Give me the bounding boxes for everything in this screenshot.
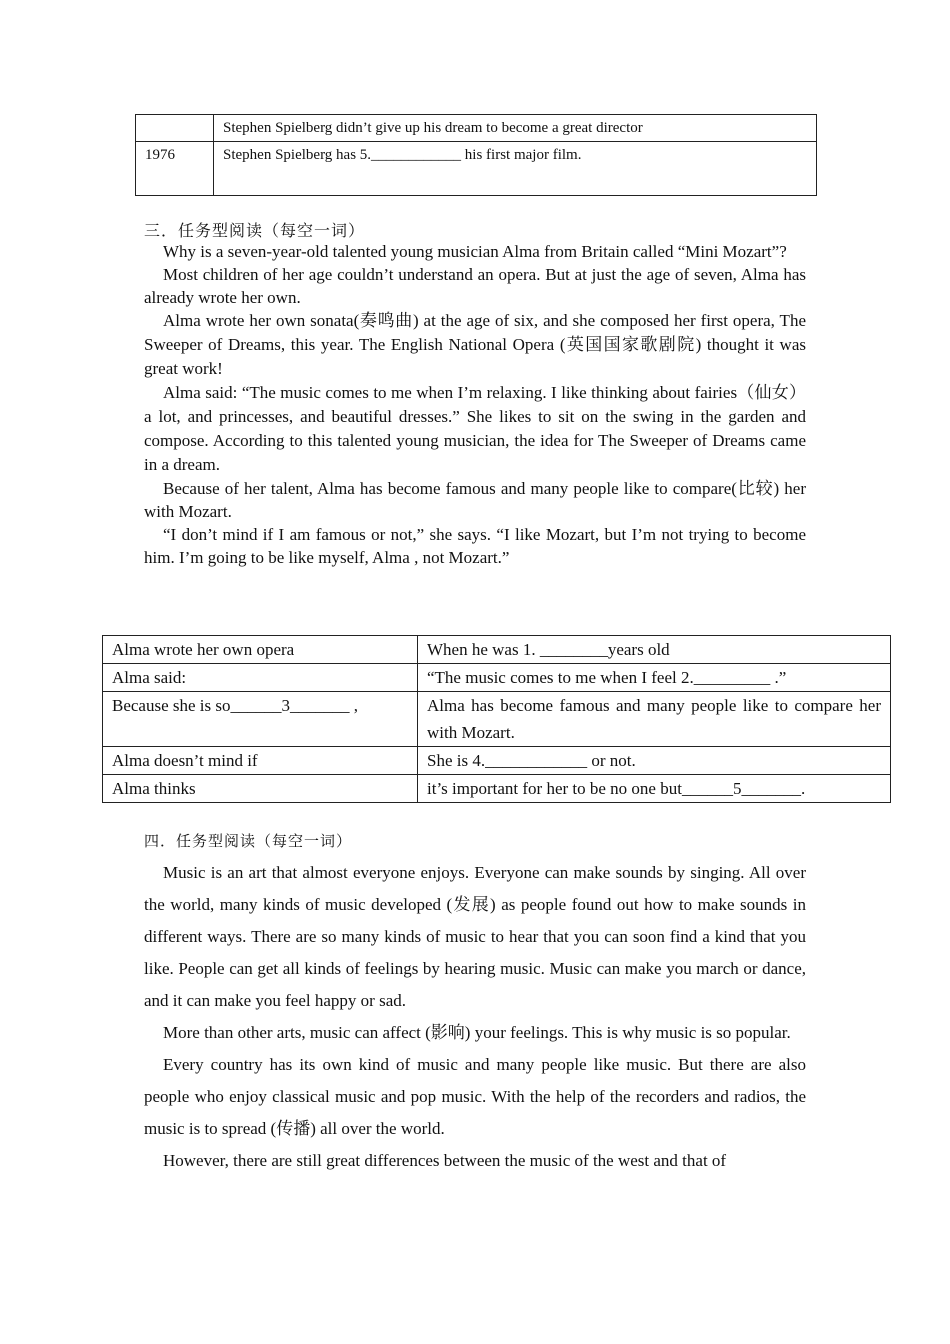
table-row xyxy=(103,664,891,692)
paragraph: “I don’t mind if I am famous or not,” she says. “I like Mozart, but I’m not trying to become him. I’m going to be like myself, Alma , not Mozart.” xyxy=(144,525,806,567)
paragraph: Alma said: “The music comes to me when I’m relaxing. I like thinking about fairies（仙女） a lot, and princesses, and beautiful dresses.” She likes to sit on the swing in the garden and compose. According to this talented young musician, the idea for The Sweeper of Dreams came in a dream. xyxy=(144,383,806,474)
year-cell xyxy=(136,115,214,142)
event-cell: Stephen Spielberg has 5.____________ his first major film. xyxy=(214,142,817,196)
paragraph: Alma wrote her own sonata(奏鸣曲) at the age of six, and she composed her first opera, The Sweeper of Dreams, this year. The English National Opera (英国国家歌剧院) thought it was great work! xyxy=(144,311,806,378)
paragraph: Every country has its own kind of music and many people like music. But there are also people who enjoy classical music and pop music. With the help of the recorders and radios, the music is to spread (传播) all over the world. xyxy=(144,1055,806,1138)
section3-heading: 三．任务型阅读（每空一词） xyxy=(144,223,366,240)
left-cell: Alma said: xyxy=(103,664,418,692)
paragraph: However, there are still great differences between the music of the west and that of xyxy=(163,1151,727,1170)
spielberg-table xyxy=(135,114,817,196)
paragraph: Most children of her age couldn’t understand an opera. But at just the age of seven, Alma has already wrote her own. xyxy=(144,265,806,307)
paragraph: More than other arts, music can affect (影响) your feelings. This is why music is so popular. xyxy=(163,1023,791,1042)
right-cell: Alma has become famous and many people like to compare her with Mozart. xyxy=(418,692,891,747)
table-row xyxy=(103,747,891,775)
table-row xyxy=(136,142,817,196)
right-cell: “The music comes to me when I feel 2._________ .” xyxy=(418,664,891,692)
paragraph: Because of her talent, Alma has become famous and many people like to compare(比较) her with Mozart. xyxy=(144,479,806,521)
right-cell: When he was 1. ________years old xyxy=(418,636,891,664)
year-cell: 1976 xyxy=(136,142,214,196)
left-cell: Alma wrote her own opera xyxy=(103,636,418,664)
right-cell: it’s important for her to be no one but______5_______. xyxy=(418,775,891,803)
table-row xyxy=(103,636,891,664)
alma-table xyxy=(102,635,891,803)
table-row xyxy=(136,115,817,142)
paragraph: Music is an art that almost everyone enjoys. Everyone can make sounds by singing. All over the world, many kinds of music developed (发展) as people found out how to make sounds in different ways. There are so many kinds of music to hear that you can soon find a kind that you like. People can get all kinds of feelings by hearing music. Music can make you march or dance, and it can make you feel happy or sad. xyxy=(144,863,806,1010)
left-cell: Alma doesn’t mind if xyxy=(103,747,418,775)
table-row xyxy=(103,692,891,747)
section4-heading: 四．任务型阅读（每空一词） xyxy=(144,834,353,850)
left-cell: Alma thinks xyxy=(103,775,418,803)
section3-passage xyxy=(144,240,806,569)
section4-passage xyxy=(144,857,806,1177)
table-row xyxy=(103,775,891,803)
event-cell: Stephen Spielberg didn’t give up his dream to become a great director xyxy=(214,115,817,142)
left-cell: Because she is so______3_______ , xyxy=(103,692,418,747)
paragraph: Why is a seven-year-old talented young musician Alma from Britain called “Mini Mozart”? xyxy=(163,242,787,261)
right-cell: She is 4.____________ or not. xyxy=(418,747,891,775)
